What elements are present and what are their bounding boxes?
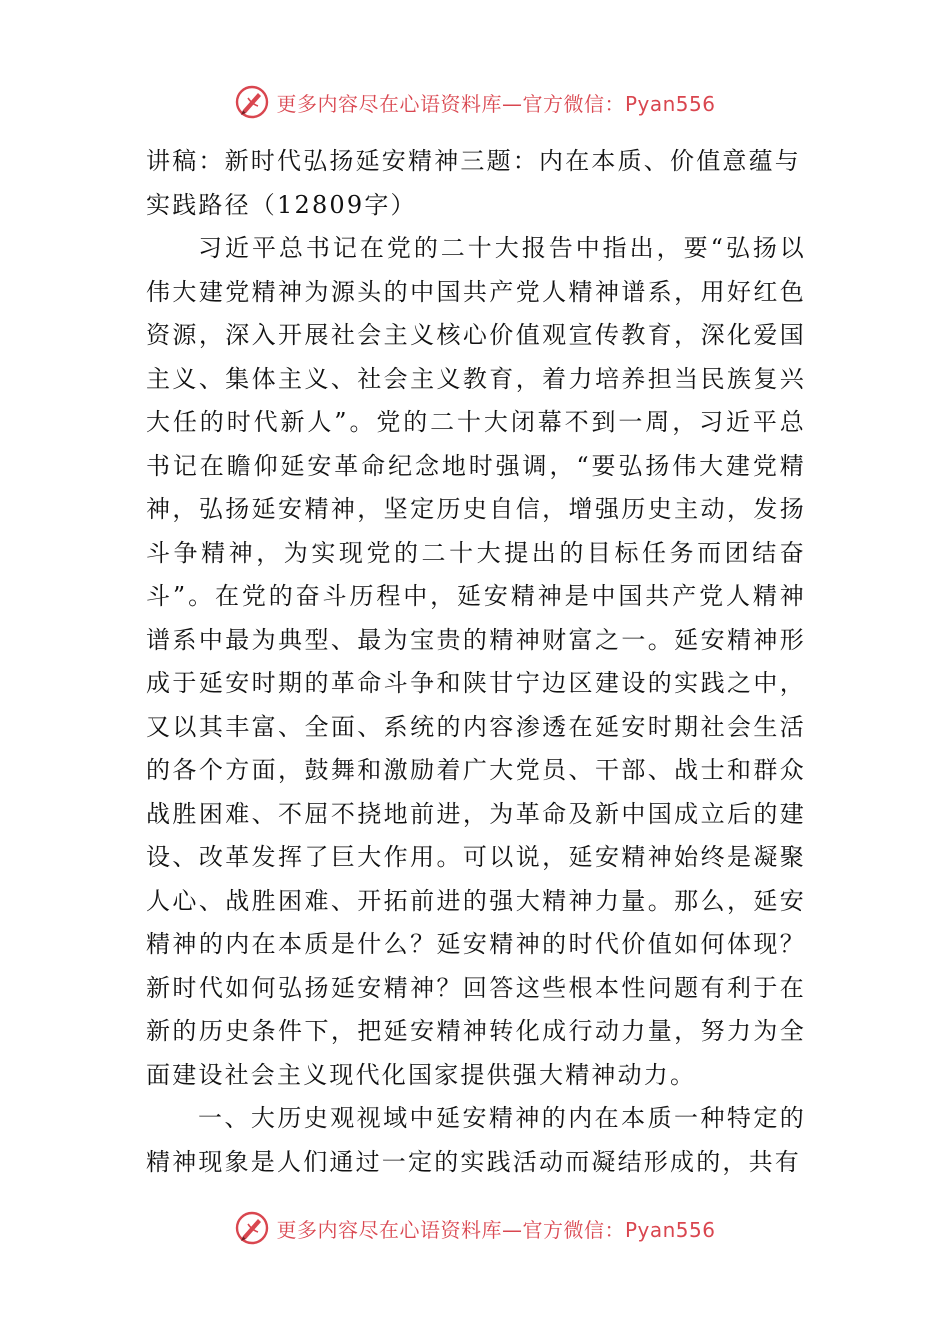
footer-watermark-banner bbox=[0, 1208, 950, 1248]
watermark-text: 更多内容尽在心语资料库—官方微信：Pyan556 bbox=[276, 1217, 716, 1242]
paragraph: 习近平总书记在党的二十大报告中指出，要“弘扬以伟大建党精神为源头的中国共产党人精神谱系，用好红色资源，深入开展社会主义核心价值观宣传教育，深化爱国主义、集体主义、社会主义教育，着力培养担当民族复兴大任的时代新人”。党的二十大闭幕不到一周，习近平总书记在瞻仰延安革命纪念地时强调，“要弘扬伟大建党精神，弘扬延安精神，坚定历史自信，增强历史主动，发扬斗争精神，为实现党的二十大提出的目标任务而团结奋斗”。在党的奋斗历程中，延安精神是中国共产党人精神谱系中最为典型、最为宝贵的精神财富之一。延安精神形成于延安时期的革命斗争和陕甘宁边区建设的实践之中，又以其丰富、全面、系统的内容渗透在延安时期社会生活的各个方面，鼓舞和激励着广大党员、干部、战士和群众战胜困难、不屈不挠地前进，为革命及新中国成立后的建设、改革发挥了巨大作用。可以说，延安精神始终是凝聚人心、战胜困难、开拓前进的强大精神力量。那么，延安精神的内在本质是什么？延安精神的时代价值如何体现？新时代如何弘扬延安精神？回答这些根本性问题有利于在新的历史条件下，把延安精神转化成行动力量，努力为全面建设社会主义现代化国家提供强大精神动力。 bbox=[146, 234, 806, 1089]
paragraph: 一、大历史观视域中延安精神的内在本质一种特定的精神现象是人们通过一定的实践活动而凝结形成的，共有 bbox=[146, 1104, 806, 1176]
document-title: 讲稿：新时代弘扬延安精神三题：内在本质、价值意蕴与实践路径（12809字） bbox=[146, 147, 801, 219]
pen-seal-icon bbox=[234, 1210, 270, 1246]
watermark-text: 更多内容尽在心语资料库—官方微信：Pyan556 bbox=[276, 91, 716, 116]
header-watermark-banner bbox=[0, 82, 950, 122]
document-body bbox=[146, 140, 806, 1184]
pen-seal-icon bbox=[234, 84, 270, 120]
